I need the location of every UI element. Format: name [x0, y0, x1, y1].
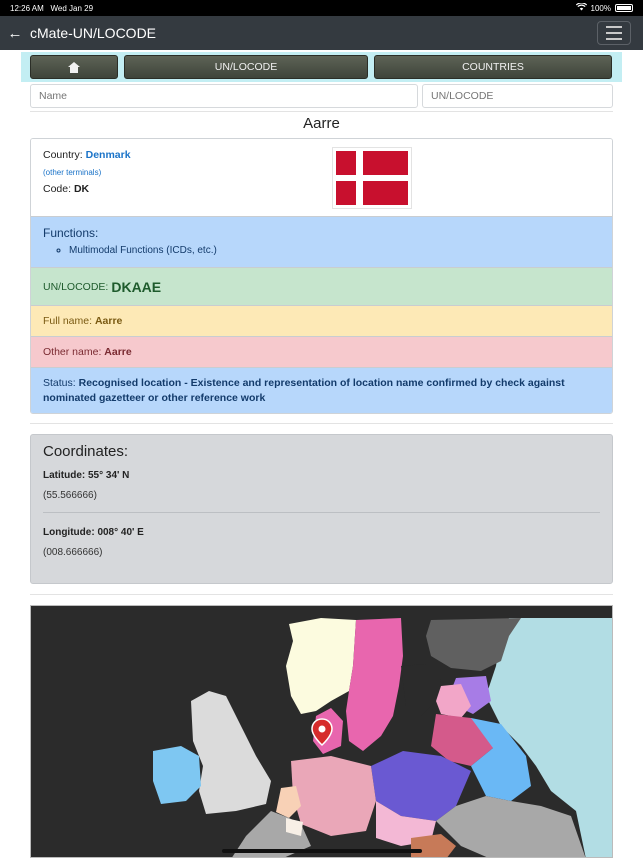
longitude-value: 008° 40' E [97, 527, 144, 538]
country-flag [332, 147, 412, 209]
wifi-icon [576, 3, 587, 13]
full-name-label: Full name: [43, 315, 93, 327]
functions-row [31, 217, 612, 268]
unlocode-search-input[interactable] [422, 84, 613, 108]
status-label: Status: [43, 377, 76, 389]
coordinates-heading: Coordinates: [43, 443, 129, 460]
functions-heading: Functions: [43, 226, 99, 240]
divider [30, 111, 613, 112]
location-card [30, 138, 613, 414]
country-label: Country: [43, 149, 83, 161]
unlocode-row [31, 268, 612, 306]
status-value: Recognised location - Existence and representation of location name confirmed by check against nominated gazetteer or other reference work [43, 377, 565, 404]
search-bar [30, 84, 613, 108]
countries-button[interactable]: COUNTRIES [374, 55, 612, 79]
country-code: DK [73, 183, 90, 195]
other-name-label: Other name: [43, 346, 102, 358]
status-row [31, 368, 612, 413]
full-name-row [31, 306, 612, 337]
function-item: ◦ Multimodal Functions (ICDs, etc.) [69, 245, 600, 256]
functions-list [69, 245, 600, 256]
unlocode-label: UN/LOCODE: [43, 280, 109, 293]
divider [30, 594, 613, 595]
divider [30, 423, 613, 424]
home-icon [68, 62, 80, 73]
status-bar [0, 0, 643, 16]
latitude-label: Latitude: [43, 470, 86, 481]
name-search-input[interactable] [30, 84, 418, 108]
page-title: Aarre [303, 115, 340, 132]
toolbar [21, 52, 622, 82]
country-link[interactable]: Denmark [85, 149, 131, 161]
back-arrow-icon[interactable]: ← [7, 24, 23, 42]
location-map[interactable] [30, 605, 613, 858]
latitude-decimal: (55.566666) [43, 490, 97, 501]
coordinates-panel [30, 434, 613, 584]
home-indicator [222, 849, 422, 853]
unlocode-button[interactable]: UN/LOCODE [124, 55, 368, 79]
unlocode-value: DKAAE [111, 278, 162, 295]
latitude-value: 55° 34' N [88, 470, 130, 481]
map-pin-icon[interactable] [311, 718, 333, 746]
status-time: 12:26 AM [10, 3, 44, 13]
battery-percent: 100% [590, 3, 611, 13]
longitude-decimal: (008.666666) [43, 547, 103, 558]
code-label: Code: [43, 183, 72, 195]
hamburger-icon[interactable] [597, 21, 631, 45]
status-date: Wed Jan 29 [50, 3, 94, 13]
battery-icon [615, 4, 633, 12]
longitude-label: Longitude: [43, 527, 95, 538]
other-terminals-link[interactable]: (other terminals) [43, 168, 102, 177]
other-name-row [31, 337, 612, 368]
full-name-value: Aarre [94, 315, 123, 327]
other-name-value: Aarre [104, 346, 132, 358]
navbar [0, 16, 643, 50]
app-title: cMate-UN/LOCODE [30, 25, 157, 41]
home-button[interactable] [30, 55, 118, 79]
country-row [31, 139, 612, 217]
